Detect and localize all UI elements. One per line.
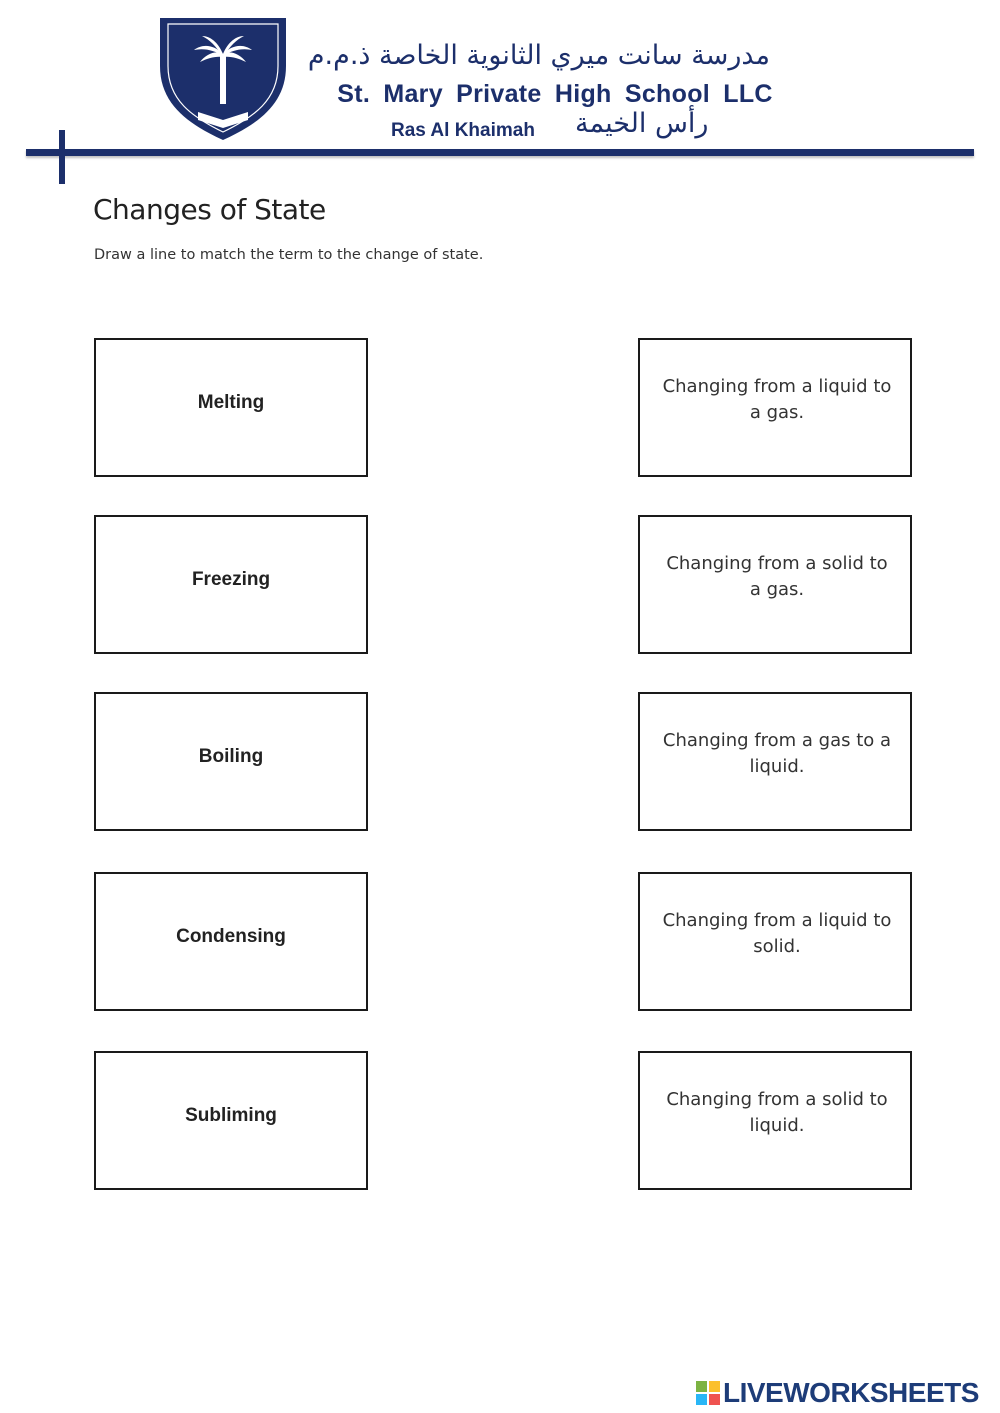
definition-text: Changing from a solid to liquid. — [666, 1088, 888, 1136]
school-name-arabic: مدرسة سانت ميري الثانوية الخاصة ذ.م.م — [307, 40, 770, 71]
definition-text: Changing from a liquid to a gas. — [662, 375, 892, 423]
header-divider-horizontal — [26, 149, 974, 156]
page-title: Changes of State — [93, 193, 326, 226]
header-divider-vertical — [59, 130, 65, 184]
liveworksheets-brand[interactable] — [696, 1377, 979, 1409]
definition-text: Changing from a liquid to solid. — [662, 909, 892, 957]
footer-brand-text: LIVEWORKSHEETS — [723, 1377, 979, 1408]
term-label: Subliming — [185, 1104, 277, 1126]
school-name-english: St. Mary Private High School LLC — [337, 80, 773, 108]
term-label: Boiling — [198, 745, 264, 767]
term-label: Melting — [197, 391, 265, 413]
term-box-boiling[interactable] — [94, 692, 368, 831]
definition-box-1[interactable] — [638, 338, 912, 477]
city-arabic: رأس الخيمة — [575, 108, 709, 139]
term-label: Condensing — [176, 925, 286, 947]
liveworksheets-logo-icon — [696, 1381, 720, 1405]
term-box-freezing[interactable] — [94, 515, 368, 654]
term-box-melting[interactable] — [94, 338, 368, 477]
term-box-subliming[interactable] — [94, 1051, 368, 1190]
term-label: Freezing — [191, 568, 271, 590]
definition-box-4[interactable] — [638, 872, 912, 1011]
definition-box-2[interactable] — [638, 515, 912, 654]
definition-text: Changing from a solid to a gas. — [666, 552, 888, 600]
definition-box-5[interactable] — [638, 1051, 912, 1190]
definition-box-3[interactable] — [638, 692, 912, 831]
term-box-condensing[interactable] — [94, 872, 368, 1011]
school-crest-palm-icon — [158, 16, 288, 142]
city-english: Ras Al Khaimah — [391, 120, 535, 141]
definition-text: Changing from a gas to a liquid. — [662, 729, 892, 777]
instructions: Draw a line to match the term to the change of state. — [94, 247, 484, 263]
